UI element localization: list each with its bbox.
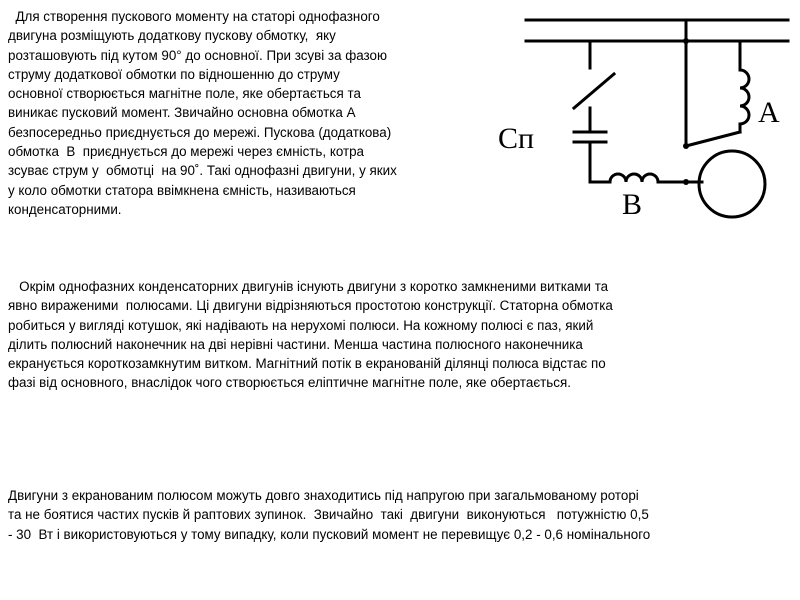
text-line: виникає пусковий момент. Звичайно основна обмотка А bbox=[8, 105, 356, 121]
paragraph-shaded-pole-motor bbox=[8, 277, 613, 393]
text-line: розташовують під кутом 90° до основної. При зсуві за фазою bbox=[8, 47, 388, 63]
paragraph-capacitor-motor bbox=[8, 7, 397, 219]
junction-dot bbox=[683, 38, 689, 44]
text-line: Для створення пускового моменту на статорі однофазного bbox=[8, 9, 380, 24]
text-line: явно вираженими полюсами. Ці двигуни відрізняються простотою конструкції. Статорна обмотка bbox=[8, 298, 613, 314]
capacitor-motor-circuit-diagram bbox=[492, 8, 792, 228]
paragraph-shaded-pole-usage bbox=[8, 486, 650, 544]
text-line: Двигуни з екранованим полюсом можуть довго знаходитись під напругою при загальмованому роторі bbox=[8, 488, 639, 503]
text-line: конденсаторними. bbox=[8, 201, 122, 217]
text-line: обмотка В приєднується до мережі через ємність, котра bbox=[8, 144, 365, 160]
text-line: екранується короткозамкнутим витком. Магнітний потік в екранованій ділянці полюса відстає по bbox=[8, 356, 606, 372]
coil-a bbox=[740, 70, 749, 124]
text-line: робиться у вигляді котушок, які надівають на нерухомі полюси. На кожному полюсі є паз, який bbox=[8, 317, 594, 333]
text-line: двигуна розміщують додаткову пускову обмотку, яку bbox=[8, 28, 336, 44]
text-line: ділить полюсний наконечник на дві нерівні частини. Менша частина полюсного наконечника bbox=[8, 336, 583, 352]
text-line: фазі від основного, внаслідок чого створюється еліптичне магнітне поле, яке обертається. bbox=[8, 375, 571, 391]
text-line: у коло обмотки статора ввімкнена ємність, називаються bbox=[8, 182, 356, 198]
text-line: зсуває струм у обмотці на 90˚. Такі однофазні двигуни, у яких bbox=[8, 163, 397, 179]
text-line: - 30 Вт і використовуються у тому випадку, коли пусковий момент не перевищує 0,2 - 0,6 номінального bbox=[8, 526, 651, 542]
coil-a-return bbox=[686, 132, 740, 146]
motor-circle bbox=[699, 151, 765, 217]
winding-b-label: B bbox=[622, 188, 643, 221]
text-line: основної створюється магнітне поле, яке обертається та bbox=[8, 86, 361, 102]
junction-dot bbox=[683, 143, 689, 149]
coil-b bbox=[610, 174, 658, 182]
text-line: Окрім однофазних конденсаторних двигунів існують двигуни з коротко замкненими витками та bbox=[8, 279, 609, 294]
text-line: струму додаткової обмотки по відношенню до струму bbox=[8, 66, 340, 82]
switch-blade bbox=[574, 74, 614, 108]
winding-a-label: A bbox=[758, 96, 780, 129]
junction-dot bbox=[683, 179, 689, 185]
text-line: та не боятися частих пусків й раптових зупинок. Звичайно такі двигуни виконуються потужністю 0,5 bbox=[8, 507, 649, 523]
capacitor-label: Cп bbox=[498, 122, 535, 155]
text-line: безпосередньо приєднується до мережі. Пускова (додаткова) bbox=[8, 124, 392, 140]
